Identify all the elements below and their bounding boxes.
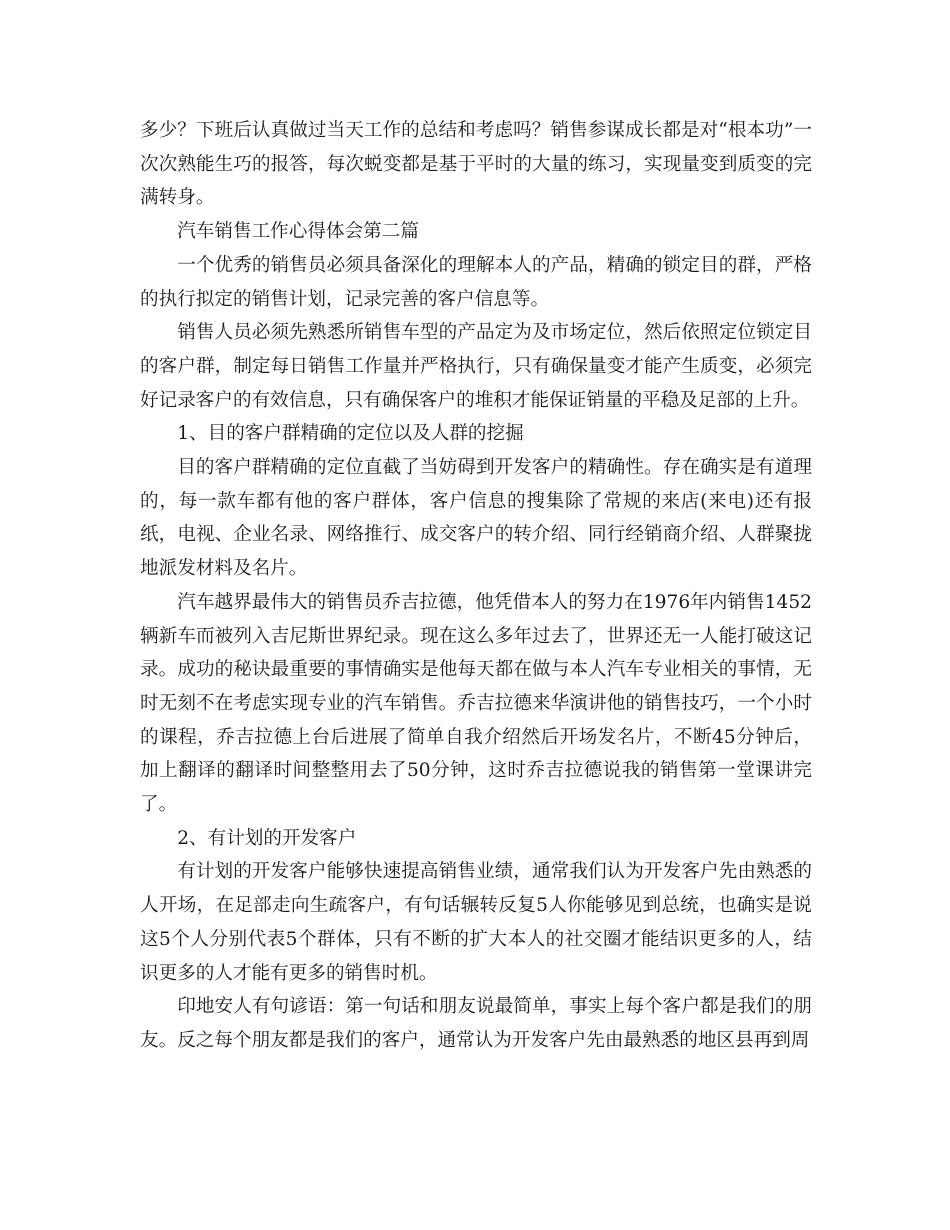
paragraph: 一个优秀的销售员必须具备深化的理解本人的产品，精确的锁定目的群，严格的执行拟定的销售计划，记录完善的客户信息等。 xyxy=(140,254,812,310)
subheading-2: 2、有计划的开发客户 xyxy=(177,827,357,849)
subheading-1: 1、目的客户群精确的定位以及人群的挖掘 xyxy=(177,423,524,445)
paragraph-continuation: 多少？下班后认真做过当天工作的总结和考虑吗？销售参谋成长都是对“根本功”一次次熟能生巧的报答，每次蜕变都是基于平时的大量的练习，实现量变到质变的完满转身。 xyxy=(140,120,812,209)
section-heading: 汽车销售工作心得体会第二篇 xyxy=(177,221,419,243)
document-body xyxy=(140,114,812,1058)
paragraph: 汽车越界最伟大的销售员乔吉拉德，他凭借本人的努力在1976年内销售1452辆新车而被列入吉尼斯世界纪录。现在这么多年过去了，世界还无一人能打破这记录。成功的秘诀最重要的事情确实是他每天都在做与本人汽车专业相关的事情，无时无刻不在考虑实现专业的汽车销售。乔吉拉德来华演讲他的销售技巧，一个小时的课程，乔吉拉德上台后进展了简单自我介绍然后开场发名片，不断45分钟后，加上翻译的翻译时间整整用去了50分钟，这时乔吉拉德说我的销售第一堂课讲完了。 xyxy=(140,591,812,816)
paragraph: 有计划的开发客户能够快速提高销售业绩，通常我们认为开发客户先由熟悉的人开场，在足部走向生疏客户，有句话辗转反复5人你能够见到总统，也确实是说这5个人分别代表5个群体，只有不断的扩大本人的社交圈才能结识更多的人，结识更多的人才能有更多的销售时机。 xyxy=(140,861,812,984)
paragraph: 目的客户群精确的定位直截了当妨碍到开发客户的精确性。存在确实是有道理的，每一款车都有他的客户群体，客户信息的搜集除了常规的来店(来电)还有报纸，电视、企业名录、网络推行、成交客户的转介绍、同行经销商介绍、人群聚拢地派发材料及名片。 xyxy=(140,457,812,580)
paragraph: 印地安人有句谚语：第一句话和朋友说最简单，事实上每个客户都是我们的朋友。反之每个朋友都是我们的客户，通常认为开发客户先由最熟悉的地区县再到周 xyxy=(140,996,812,1051)
paragraph: 销售人员必须先熟悉所销售车型的产品定为及市场定位，然后依照定位锁定目的客户群，制定每日销售工作量并严格执行，只有确保量变才能产生质变，必须完好记录客户的有效信息，只有确保客户的堆积才能保证销量的平稳及足部的上升。 xyxy=(140,322,812,411)
